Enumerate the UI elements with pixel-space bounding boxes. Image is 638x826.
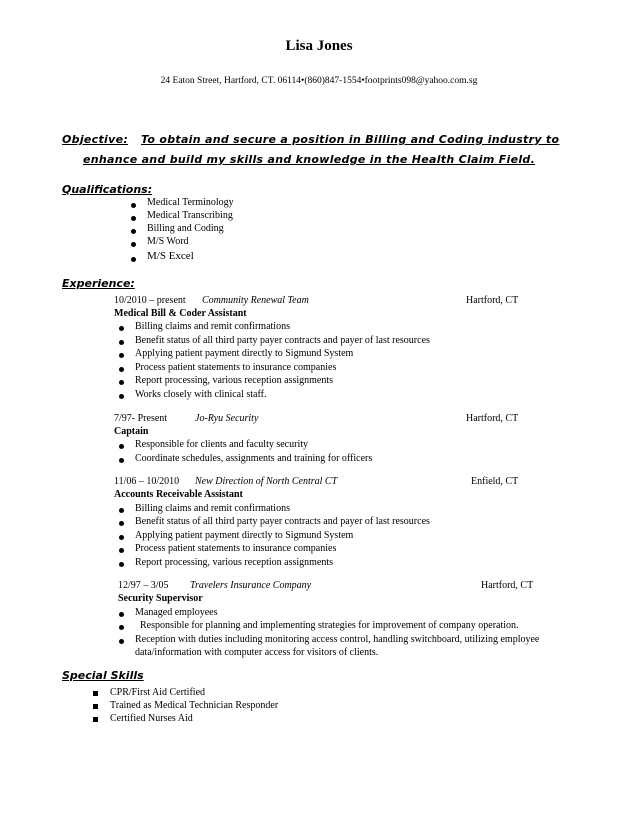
job-company: Community Renewal Team xyxy=(202,295,309,306)
job-location: Hartford, CT xyxy=(466,295,519,306)
job-duty: Report processing, various reception assignments xyxy=(135,557,334,568)
job-company: Jo-Ryu Security xyxy=(195,413,259,424)
bullet-icon xyxy=(119,548,124,553)
bullet-icon xyxy=(119,380,124,385)
skill-item: CPR/First Aid Certified xyxy=(110,687,206,698)
job-duty: Benefit status of all third party payer contracts and payer of last resources xyxy=(135,516,430,527)
bullet-icon xyxy=(119,521,124,526)
job-duty-continuation: data/information with computer access for visitors of clients. xyxy=(135,647,379,658)
job-company: Travelers Insurance Company xyxy=(190,580,312,591)
job-duty: Billing claims and remit confirmations xyxy=(135,321,290,332)
bullet-icon xyxy=(131,257,136,262)
job-location: Hartford, CT xyxy=(466,413,519,424)
job-duty: Managed employees xyxy=(135,607,218,618)
experience-heading: Experience: xyxy=(62,277,135,290)
bullet-icon xyxy=(131,229,136,234)
bullet-icon xyxy=(131,216,136,221)
job-duty: Applying patient payment directly to Sigmund System xyxy=(135,530,354,541)
job-title: Accounts Receivable Assistant xyxy=(114,489,243,500)
qualification-item: Billing and Coding xyxy=(147,223,224,234)
qualification-item: Medical Transcribing xyxy=(147,210,233,221)
bullet-icon xyxy=(119,394,124,399)
qualification-item: M/S Word xyxy=(147,236,189,247)
square-bullet-icon xyxy=(93,704,98,709)
job-location: Hartford, CT xyxy=(481,580,534,591)
skill-item: Certified Nurses Aid xyxy=(110,713,193,724)
job-duty: Works closely with clinical staff. xyxy=(135,389,267,400)
bullet-icon xyxy=(119,353,124,358)
bullet-icon xyxy=(131,203,136,208)
bullet-icon xyxy=(119,508,124,513)
bullet-icon xyxy=(119,639,124,644)
bullet-icon xyxy=(119,444,124,449)
skill-item: Trained as Medical Technician Responder xyxy=(110,700,279,711)
resume-name: Lisa Jones xyxy=(285,38,353,54)
job-title: Medical Bill & Coder Assistant xyxy=(114,308,247,319)
job-dates: 12/97 – 3/05 xyxy=(118,580,169,591)
job-title: Security Supervisor xyxy=(118,593,203,604)
job-duty: Applying patient payment directly to Sigmund System xyxy=(135,348,354,359)
job-duty: Coordinate schedules, assignments and training for officers xyxy=(135,453,373,464)
job-company: New Direction of North Central CT xyxy=(195,476,338,487)
bullet-icon xyxy=(119,458,124,463)
contact-line: 24 Eaton Street, Hartford, CT. 06114•(860)847-1554•footprints098@yahoo.com.sg xyxy=(160,76,478,86)
bullet-icon xyxy=(119,367,124,372)
job-dates: 11/06 – 10/2010 xyxy=(114,476,180,487)
qualifications-heading: Qualifications: xyxy=(62,183,153,196)
job-duty: Process patient statements to insurance companies xyxy=(135,362,337,373)
qualification-item: M/S Excel xyxy=(147,250,194,262)
job-dates: 7/97- Present xyxy=(114,413,168,424)
bullet-icon xyxy=(119,535,124,540)
job-title: Captain xyxy=(114,426,149,437)
bullet-icon xyxy=(119,612,124,617)
square-bullet-icon xyxy=(93,717,98,722)
bullet-icon xyxy=(119,326,124,331)
job-dates: 10/2010 – present xyxy=(114,295,186,306)
job-duty: Billing claims and remit confirmations xyxy=(135,503,290,514)
qualification-item: Medical Terminology xyxy=(147,197,234,208)
square-bullet-icon xyxy=(93,691,98,696)
objective-label: Objective: xyxy=(62,133,129,146)
bullet-icon xyxy=(131,242,136,247)
job-duty: Benefit status of all third party payer contracts and payer of last resources xyxy=(135,335,430,346)
job-duty: Responsible for planning and implementing strategies for improvement of company operation. xyxy=(140,620,519,631)
job-location: Enfield, CT xyxy=(471,476,519,487)
bullet-icon xyxy=(119,625,124,630)
job-duty: Report processing, various reception assignments xyxy=(135,375,334,386)
job-duty: Process patient statements to insurance companies xyxy=(135,543,337,554)
job-duty: Responsible for clients and faculty security xyxy=(135,439,309,450)
objective-line-2: enhance and build my skills and knowledge in the Health Claim Field. xyxy=(83,153,536,166)
bullet-icon xyxy=(119,562,124,567)
special-skills-heading: Special Skills xyxy=(62,669,144,682)
bullet-icon xyxy=(119,340,124,345)
objective-line-1: To obtain and secure a position in Billing and Coding industry to xyxy=(141,133,560,146)
job-duty: Reception with duties including monitoring access control, handling switchboard, utilizing employee xyxy=(135,634,540,645)
